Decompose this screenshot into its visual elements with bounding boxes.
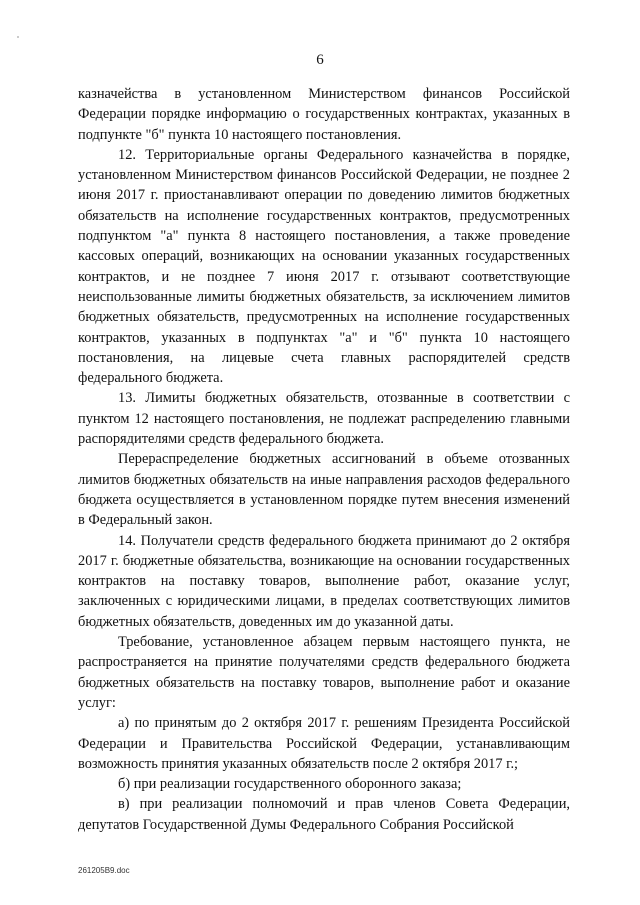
page-number: 6 bbox=[316, 52, 324, 68]
paragraph-continuation: казначейства в установленном Министерством финансов Российской Федерации порядке информацию о государственных контрактах, указанных в подпункте "б" пункта 10 настоящего постановления. bbox=[78, 86, 570, 143]
paragraph-subitem-b: б) при реализации государственного оборонного заказа; bbox=[118, 776, 462, 793]
paragraph-redistribution: Перераспределение бюджетных ассигнований в объеме отозванных лимитов бюджетных обязательств на иные направления расходов федерального бюджета осуществляется в установленном порядке путем внесения изменений в Федеральный закон. bbox=[78, 451, 570, 529]
scan-artifact-dot bbox=[17, 36, 19, 38]
paragraph-item-12: 12. Территориальные органы Федерального казначейства в порядке, установленном Министерством финансов Российской Федерации, не позднее 2 июня 2017 г. приостанавливают операции по доведению лимитов бюджетных обязательств на исполнение государственных контрактов, предусмотренных подпунктом "а" пункта 8 настоящего постановления, а также проведение кассовых операций, возникающих на основании указанных государственных контрактов, и не позднее 7 июня 2017 г. отзывают соответствующие неиспользованные лимиты бюджетных обязательств, за исключением лимитов бюджетных обязательств, предусмотренных на исполнение государственных контрактов, указанных в подпунктах "а" и "б" пункта 10 настоящего постановления, на лицевые счета главных распорядителей средств федерального бюджета. bbox=[78, 146, 570, 387]
paragraph-requirement: Требование, установленное абзацем первым настоящего пункта, не распространяется на принятие получателями средств федерального бюджета бюджетных обязательств на поставку товаров, выполнение работ и оказание услуг: bbox=[78, 634, 570, 711]
document-body bbox=[78, 84, 570, 835]
paragraph-item-14: 14. Получатели средств федерального бюджета принимают до 2 октября 2017 г. бюджетные обязательства, возникающие на основании государственных контрактов на поставку товаров, выполнение работ, оказание услуг, заключенных с юридическими лицами, в пределах соответствующих лимитов бюджетных обязательств, доведенных им до указанной даты. bbox=[78, 532, 570, 630]
paragraph-item-13: 13. Лимиты бюджетных обязательств, отозванные в соответствии с пунктом 12 настоящего постановления, не подлежат распределению главными распорядителями средств федерального бюджета. bbox=[78, 390, 570, 448]
paragraph-subitem-a: а) по принятым до 2 октября 2017 г. решениям Президента Российской Федерации и Правительства Российской Федерации, устанавливающим возможность принятия указанных обязательств после 2 октября 2017 г.; bbox=[78, 715, 570, 772]
paragraph-subitem-v: в) при реализации полномочий и прав членов Совета Федерации, депутатов Государственной Думы Федерального Собрания Российской bbox=[78, 796, 570, 833]
document-file-id: 261205В9.doc bbox=[78, 866, 130, 875]
